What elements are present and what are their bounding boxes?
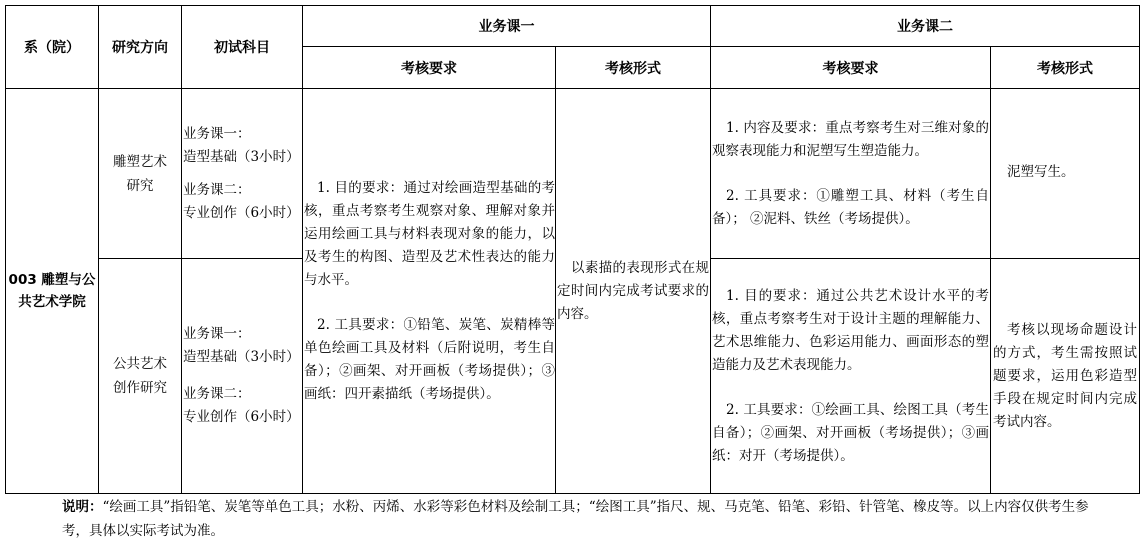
course2-req-cell — [711, 89, 991, 259]
dept-name: 003 雕塑与公共艺术学院 — [8, 272, 96, 310]
header-course1: 业务课一 — [303, 6, 711, 47]
subject1-name: 造型基础（3小时） — [183, 148, 300, 165]
course2-req-1: 1. 目的要求：通过公共艺术设计水平的考核，重点考察考生对于设计主题的理解能力、艺术思维能力、色彩运用能力、画面形态的塑造能力及艺术表现能力。 — [712, 287, 989, 373]
footnote — [62, 495, 1092, 543]
direction-cell — [99, 89, 182, 259]
exam-table-container — [5, 5, 1139, 494]
subjects-cell — [182, 89, 303, 259]
dept-cell — [6, 89, 99, 494]
course1-form: 以素描的表现形式在规定时间内完成考试要求的内容。 — [557, 259, 709, 322]
subject2-name: 专业创作（6小时） — [183, 204, 300, 221]
course1-req-2: 2. 工具要求：①铅笔、炭笔、炭精棒等单色绘画工具及材料（后附说明，考生自备）；②画架、对开画板（考场提供）；③画纸：四开素描纸（考场提供）。 — [304, 316, 555, 402]
header-row-1 — [6, 6, 1140, 47]
course1-req-1: 1. 目的要求：通过对绘画造型基础的考核，重点考察考生观察对象、理解对象并运用绘画工具与材料表现对象的能力，以及考生的构图、造型及艺术性表达的能力与水平。 — [304, 179, 555, 288]
header-course2: 业务课二 — [711, 6, 1140, 47]
header-course1-form: 考核形式 — [556, 47, 711, 89]
note-label: 说明： — [62, 499, 103, 515]
course2-form: 泥塑写生。 — [1007, 164, 1075, 180]
exam-requirements-table — [5, 5, 1140, 494]
subject1-label: 业务课一： — [183, 326, 251, 342]
subject2-name: 专业创作（6小时） — [183, 409, 300, 425]
course2-req-cell — [711, 259, 991, 494]
header-course2-req: 考核要求 — [711, 47, 991, 89]
course2-req-2: 2. 工具要求：①绘画工具、绘图工具（考生自备）；②画架、对开画板（考场提供）；③画纸：对开（考场提供）。 — [712, 401, 989, 464]
subject1-label: 业务课一： — [183, 125, 251, 142]
direction-name: 雕塑艺术研究 — [113, 153, 167, 194]
subject2-label: 业务课二： — [183, 386, 251, 402]
course1-form-cell — [556, 89, 711, 494]
header-direction: 研究方向 — [99, 6, 182, 89]
header-course1-req: 考核要求 — [303, 47, 556, 89]
note-text: “绘画工具”指铅笔、炭笔等单色工具；水粉、丙烯、水彩等彩色材料及绘制工具；“绘图工具”指尺、规、马克笔、铅笔、彩铅、针管笔、橡皮等。以上内容仅供考生参考，具体以实际考试为准。 — [62, 499, 1089, 539]
course2-form-cell — [991, 89, 1140, 259]
direction-name: 公共艺术创作研究 — [113, 356, 167, 396]
subject1-name: 造型基础（3小时） — [183, 349, 300, 365]
subjects-cell — [182, 259, 303, 494]
direction-cell — [99, 259, 182, 494]
table-row — [6, 89, 1140, 259]
header-dept: 系（院） — [6, 6, 99, 89]
header-course2-form: 考核形式 — [991, 47, 1140, 89]
course2-form: 考核以现场命题设计的方式，考生需按照试题要求，运用色彩造型手段在规定时间内完成考试内容。 — [993, 321, 1137, 430]
course2-form-cell — [991, 259, 1140, 494]
subject2-label: 业务课二： — [183, 181, 251, 198]
course1-req-cell — [303, 89, 556, 494]
course2-req-1: 1. 内容及要求：重点考察考生对三维对象的观察表现能力和泥塑写生塑造能力。 — [712, 119, 989, 159]
course2-req-2: 2. 工具要求：①雕塑工具、材料（考生自备）； ②泥料、铁丝（考场提供）。 — [712, 187, 989, 227]
header-subjects: 初试科目 — [182, 6, 303, 89]
